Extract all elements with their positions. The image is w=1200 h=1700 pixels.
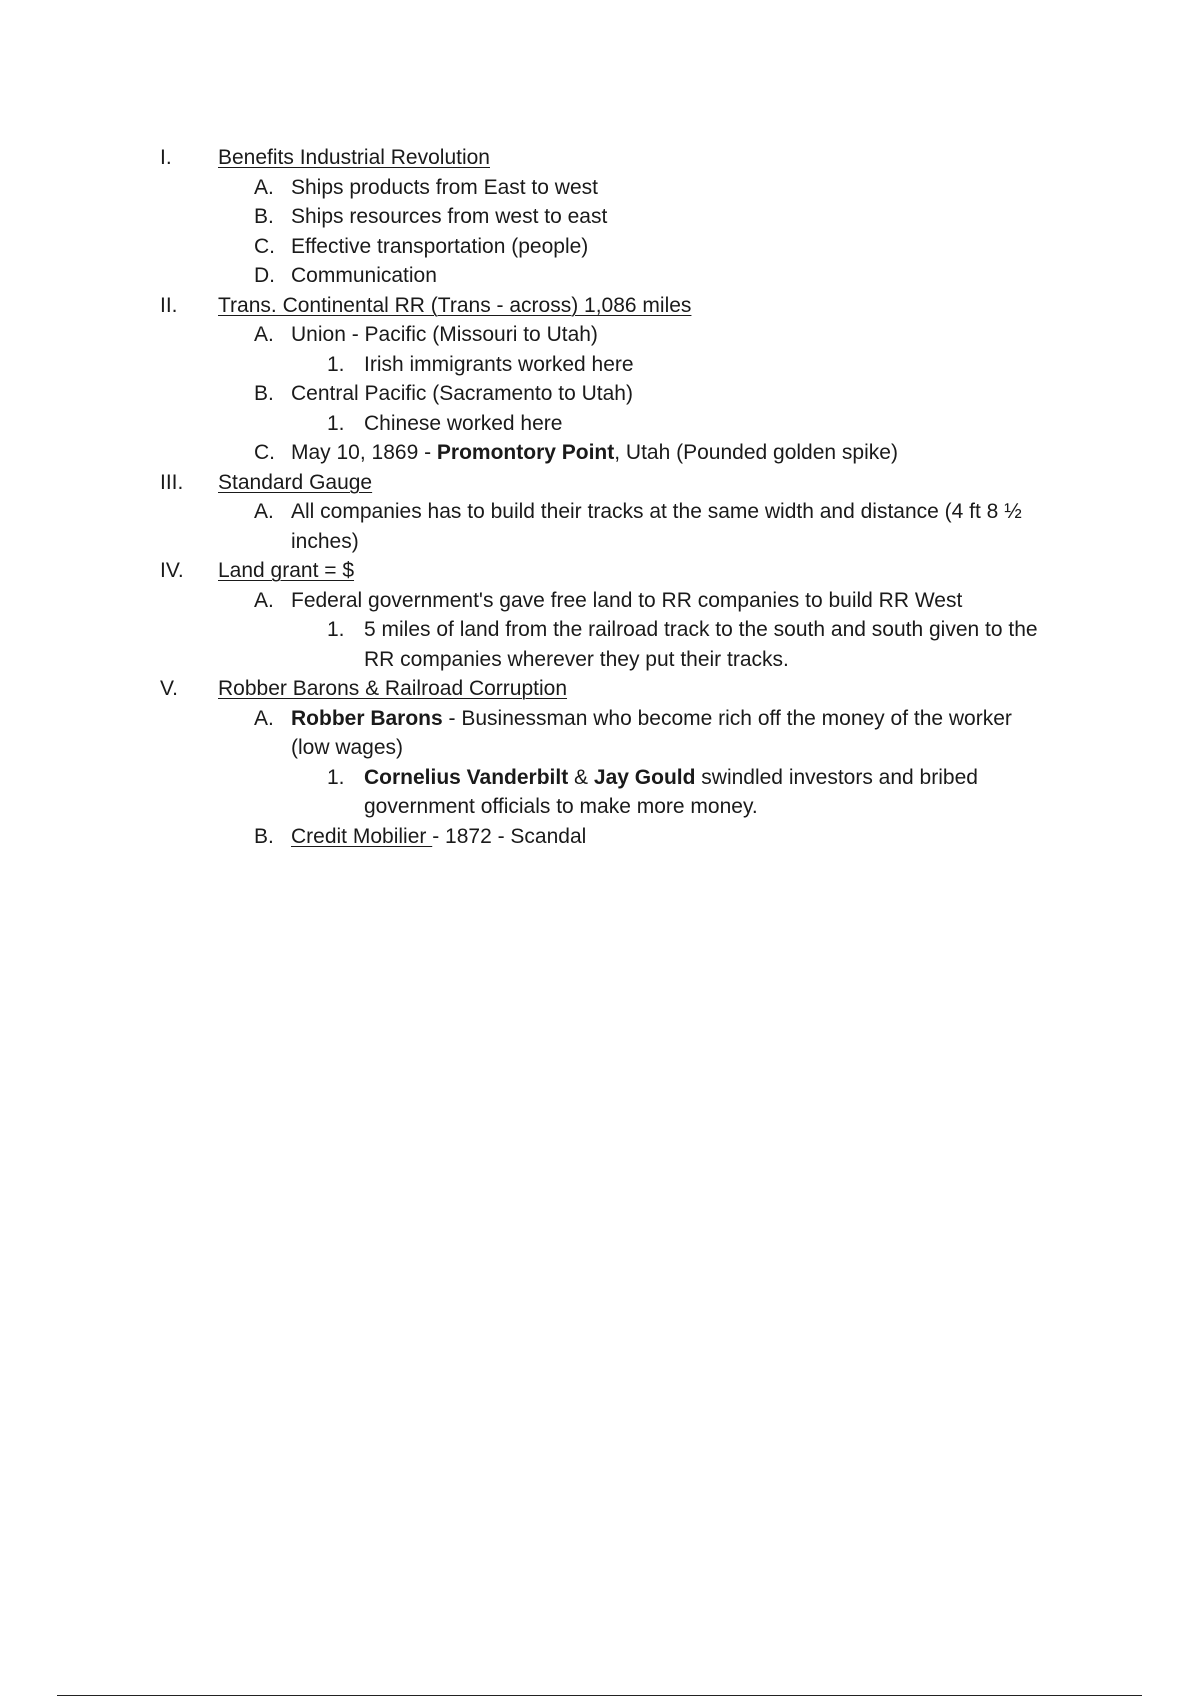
list-item xyxy=(0,261,1200,291)
sub-item-text-rest: swindled investors and bribed xyxy=(695,765,978,789)
item-letter: D. xyxy=(254,264,275,287)
list-item xyxy=(0,173,1200,203)
section-heading-row xyxy=(0,468,1200,498)
item-text: Ships resources from west to east xyxy=(291,205,608,228)
sub-item-text: Irish immigrants worked here xyxy=(364,352,634,376)
item-text xyxy=(291,438,898,468)
item-letter: A. xyxy=(254,500,274,523)
bold-term: Jay Gould xyxy=(593,765,696,789)
item-text: (low wages) xyxy=(291,736,404,759)
item-text: All companies has to build their tracks at the same width and distance (4 ft 8 ½ xyxy=(291,500,1022,523)
underlined-term: Credit Mobilier xyxy=(291,824,433,848)
item-text: Ships products from East to west xyxy=(291,175,598,199)
sub-item-continuation xyxy=(0,792,1200,822)
list-item-continuation xyxy=(0,527,1200,557)
item-letter: A. xyxy=(254,175,274,199)
list-item xyxy=(0,438,1200,468)
section-heading: Benefits Industrial Revolution xyxy=(218,146,490,169)
item-text: Union - Pacific (Missouri to Utah) xyxy=(291,323,598,346)
sub-item-continuation xyxy=(0,645,1200,675)
roman-numeral: IV. xyxy=(160,559,184,582)
list-item xyxy=(0,232,1200,262)
item-letter: C. xyxy=(254,441,275,464)
roman-numeral: V. xyxy=(160,677,178,700)
item-text: Federal government's gave free land to RR companies to build RR West xyxy=(291,588,963,612)
roman-numeral: II. xyxy=(160,293,178,317)
list-item xyxy=(0,379,1200,409)
item-text: Communication xyxy=(291,264,437,287)
roman-numeral: III. xyxy=(160,470,184,494)
sub-item xyxy=(0,763,1200,793)
item-letter: A. xyxy=(254,323,274,346)
list-item xyxy=(0,497,1200,527)
bold-term: Robber Barons xyxy=(291,706,443,730)
list-item xyxy=(0,586,1200,616)
sub-item xyxy=(0,350,1200,380)
list-item xyxy=(0,822,1200,852)
sub-item-text: Chinese worked here xyxy=(364,411,563,435)
item-letter: B. xyxy=(254,382,274,405)
item-text-pre: May 10, 1869 - xyxy=(291,441,437,464)
item-text: Effective transportation (people) xyxy=(291,234,589,258)
sub-item-text: 5 miles of land from the railroad track to the south and south given to the xyxy=(364,618,1038,641)
sub-item-number: 1. xyxy=(327,765,345,789)
item-text: inches) xyxy=(291,529,359,553)
item-letter: B. xyxy=(254,205,274,228)
roman-numeral: I. xyxy=(160,146,172,169)
item-text xyxy=(291,822,586,852)
ampersand: & xyxy=(568,765,594,789)
item-letter: B. xyxy=(254,824,274,848)
sub-item-text xyxy=(364,763,978,793)
footer-divider xyxy=(57,1695,1142,1696)
item-text-post: , Utah (Pounded golden spike) xyxy=(614,441,898,464)
list-item-continuation xyxy=(0,733,1200,763)
bold-term: Promontory Point xyxy=(436,441,615,464)
item-letter: A. xyxy=(254,706,274,730)
item-text-rest: - 1872 - Scandal xyxy=(432,824,587,848)
sub-item xyxy=(0,615,1200,645)
item-text: Central Pacific (Sacramento to Utah) xyxy=(291,382,633,405)
sub-item-number: 1. xyxy=(327,618,345,641)
section-heading: Robber Barons & Railroad Corruption xyxy=(218,677,568,700)
item-text-rest: - Businessman who become rich off the money of the worker xyxy=(442,706,1012,730)
list-item xyxy=(0,202,1200,232)
sub-item xyxy=(0,409,1200,439)
section-heading-row xyxy=(0,556,1200,586)
list-item xyxy=(0,704,1200,734)
bold-term: Cornelius Vanderbilt xyxy=(364,765,569,789)
section-heading-row xyxy=(0,143,1200,173)
list-item xyxy=(0,320,1200,350)
item-letter: A. xyxy=(254,588,274,612)
sub-item-text: RR companies wherever they put their tracks. xyxy=(364,647,789,671)
section-heading: Standard Gauge xyxy=(218,470,373,494)
sub-item-number: 1. xyxy=(327,352,345,376)
section-heading: Land grant = $ xyxy=(218,559,355,582)
section-heading-row xyxy=(0,674,1200,704)
notes-outline xyxy=(0,143,1200,851)
item-letter: C. xyxy=(254,234,275,258)
sub-item-number: 1. xyxy=(327,411,345,435)
section-heading-row xyxy=(0,291,1200,321)
item-text xyxy=(291,704,1012,734)
section-heading: Trans. Continental RR (Trans - across) 1,086 miles xyxy=(218,293,692,317)
sub-item-text: government officials to make more money. xyxy=(364,795,758,818)
